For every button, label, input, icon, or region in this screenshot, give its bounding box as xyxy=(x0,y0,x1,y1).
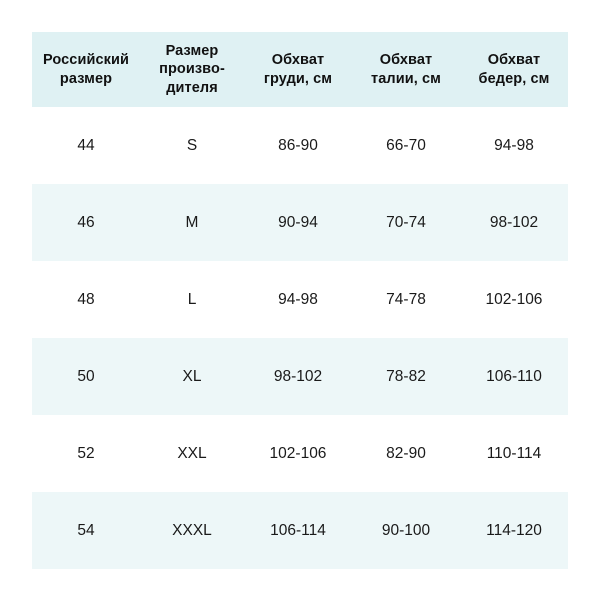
cell-chest: 106-114 xyxy=(270,521,326,539)
cell-waist: 82-90 xyxy=(386,444,426,462)
cell-hips: 114-120 xyxy=(486,521,542,539)
cell-manufacturer-size: XL xyxy=(182,367,202,385)
table-row xyxy=(32,415,568,492)
cell-manufacturer-size: S xyxy=(186,136,198,154)
column-header-waist xyxy=(352,32,460,107)
size-chart-table xyxy=(32,32,568,569)
cell-russian-size: 54 xyxy=(77,521,95,539)
cell-waist: 66-70 xyxy=(386,136,426,154)
cell-manufacturer-size: XXL xyxy=(177,444,207,462)
table-row xyxy=(32,107,568,184)
column-header-line: Размер xyxy=(165,43,219,60)
table-header xyxy=(32,32,568,107)
cell-russian-size: 44 xyxy=(77,136,95,154)
column-header-manufacturer-size xyxy=(140,32,244,107)
cell-manufacturer-size: XXXL xyxy=(172,521,212,539)
column-header-chest xyxy=(244,32,352,107)
cell-hips: 110-114 xyxy=(486,444,542,462)
cell-waist: 78-82 xyxy=(386,367,426,385)
column-header-line: произво- xyxy=(159,61,225,78)
cell-waist: 74-78 xyxy=(386,290,426,308)
table-body xyxy=(32,107,568,569)
cell-russian-size: 48 xyxy=(77,290,95,308)
cell-chest: 98-102 xyxy=(273,367,323,385)
table-row xyxy=(32,338,568,415)
column-header-line: Обхват xyxy=(271,52,325,69)
table-row xyxy=(32,261,568,338)
cell-chest: 102-106 xyxy=(269,444,327,462)
column-header-line: груди, см xyxy=(263,70,333,87)
cell-waist: 90-100 xyxy=(381,521,431,539)
column-header-line: Обхват xyxy=(487,52,541,69)
cell-hips: 98-102 xyxy=(489,213,539,231)
column-header-hips xyxy=(460,32,568,107)
column-header-line: дителя xyxy=(166,79,218,96)
cell-russian-size: 52 xyxy=(77,444,95,462)
column-header-line: бедер, см xyxy=(478,70,550,87)
table-header-row xyxy=(32,32,568,107)
cell-manufacturer-size: M xyxy=(185,213,199,231)
column-header-line: талии, см xyxy=(371,70,441,87)
cell-hips: 106-110 xyxy=(486,367,542,385)
column-header-russian-size xyxy=(32,32,140,107)
table-row xyxy=(32,184,568,261)
cell-manufacturer-size: L xyxy=(187,290,197,308)
cell-chest: 90-94 xyxy=(278,213,318,231)
cell-hips: 102-106 xyxy=(485,290,543,308)
table-row xyxy=(32,492,568,569)
cell-russian-size: 46 xyxy=(77,213,95,231)
cell-waist: 70-74 xyxy=(386,213,426,231)
column-header-line: размер xyxy=(59,70,113,87)
column-header-line: Обхват xyxy=(379,52,433,69)
cell-hips: 94-98 xyxy=(494,136,534,154)
column-header-line: Российский xyxy=(42,52,130,69)
cell-chest: 94-98 xyxy=(278,290,318,308)
cell-russian-size: 50 xyxy=(77,367,95,385)
cell-chest: 86-90 xyxy=(278,136,318,154)
